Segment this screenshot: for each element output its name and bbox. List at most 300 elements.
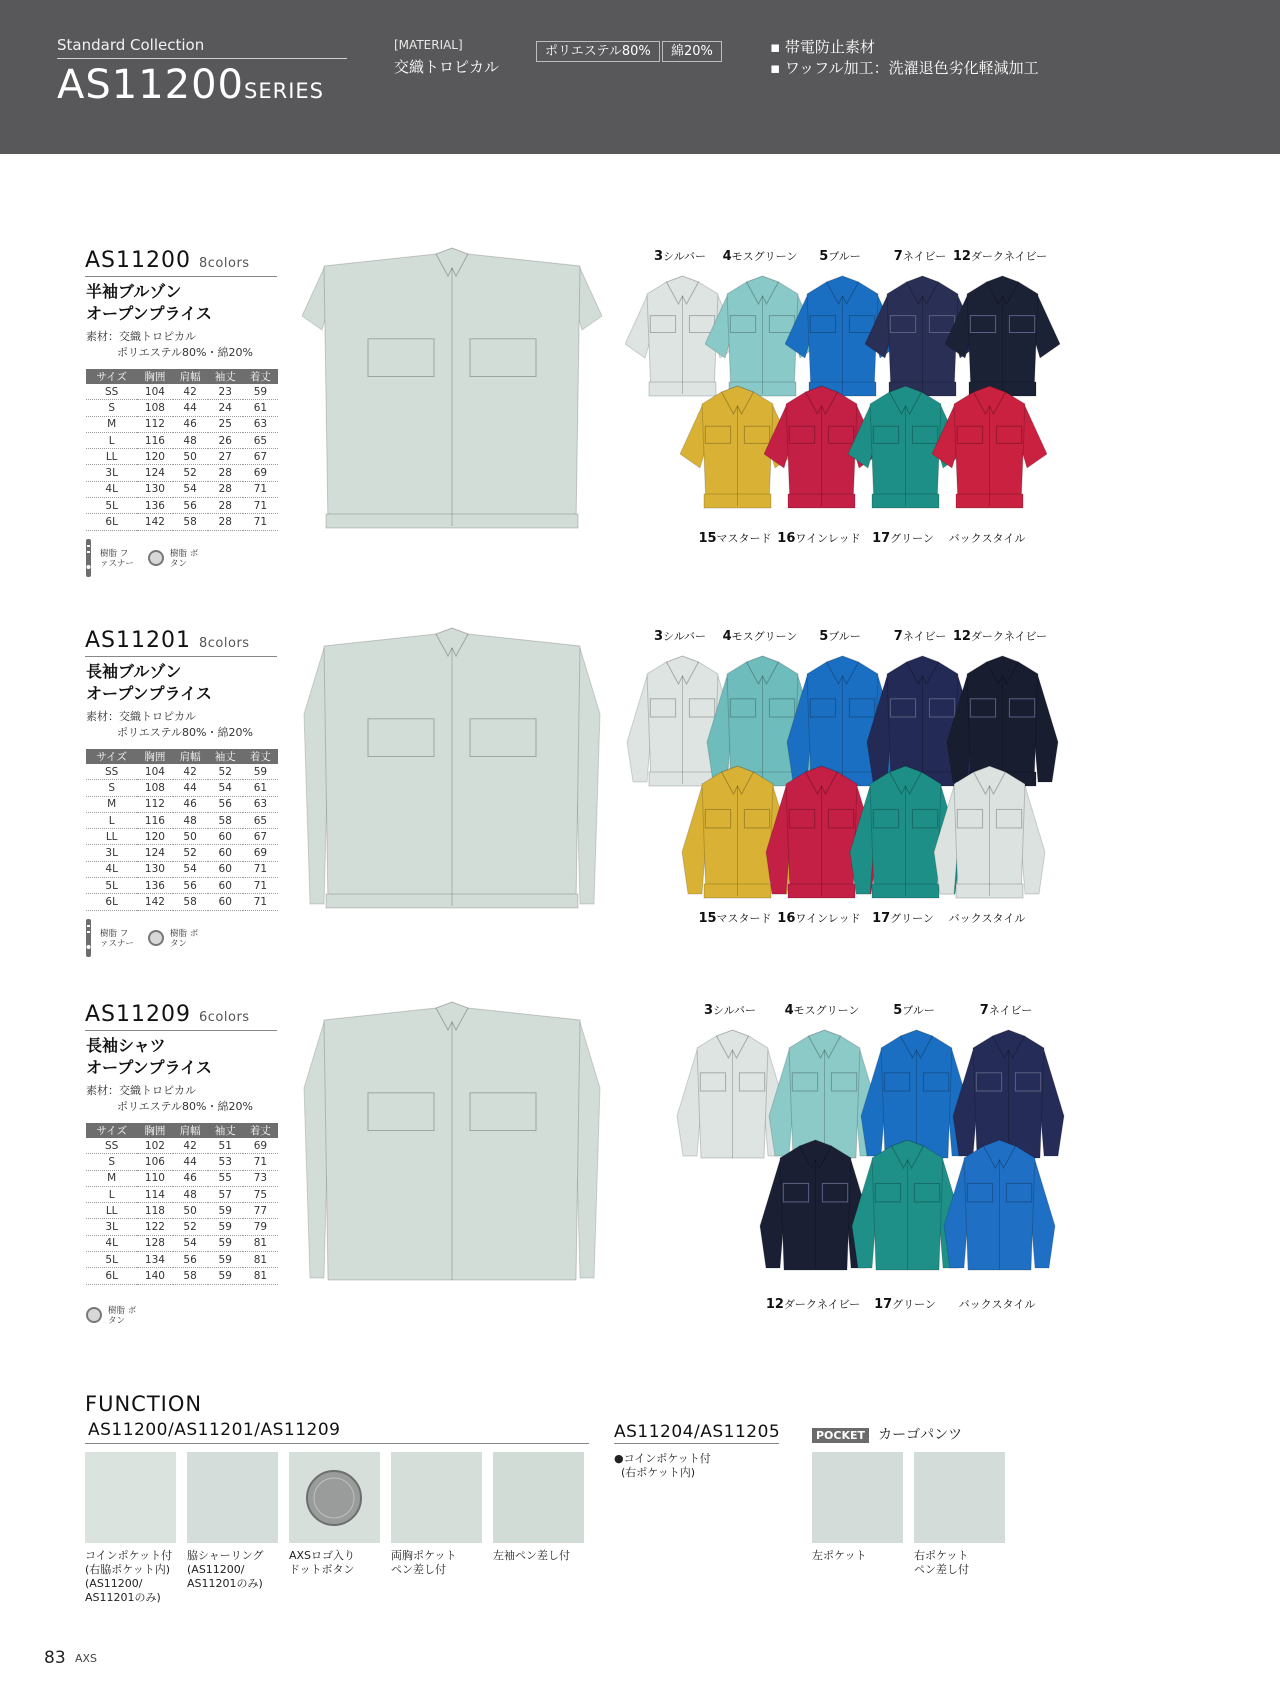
size-table-cell: 130 (137, 861, 172, 877)
table-row (86, 1268, 278, 1284)
size-table-header-cell: 着丈 (243, 749, 278, 764)
resin-button-icon (148, 930, 164, 946)
size-table-cell: 56 (173, 498, 208, 514)
size-table-cell: 122 (137, 1219, 172, 1235)
table-row (86, 764, 278, 780)
size-table-cell: 69 (243, 845, 278, 861)
size-table-cell: LL (86, 1203, 137, 1219)
size-table-cell: 69 (243, 465, 278, 481)
color-name: グリーン (890, 532, 934, 545)
size-table-cell: 58 (173, 1268, 208, 1284)
color-number: 3 (653, 249, 664, 264)
size-table-header-cell: 胸囲 (137, 1123, 172, 1138)
size-table-cell: LL (86, 449, 137, 465)
size-table-cell: 5L (86, 498, 137, 514)
size-table-cell: 59 (208, 1203, 243, 1219)
color-label (654, 628, 706, 644)
color-name: ダークネイビー (970, 630, 1048, 643)
product-title-rule (85, 1030, 277, 1031)
function-caption: 両胸ポケット ペン差し付 (391, 1549, 457, 1576)
size-table-cell: 108 (137, 780, 172, 796)
table-row (86, 796, 278, 812)
size-table-cell: 54 (173, 1235, 208, 1251)
color-number: 4 (722, 629, 732, 644)
color-number: 7 (979, 1003, 989, 1018)
size-table-cell: 48 (173, 812, 208, 828)
size-table-cell: 56 (173, 1252, 208, 1268)
resin-button-icon (148, 550, 164, 566)
size-table-cell: 134 (137, 1252, 172, 1268)
size-table-cell: 81 (243, 1252, 278, 1268)
pants-code: AS11204/AS11205 (614, 1422, 781, 1442)
color-number: 4 (722, 249, 732, 264)
header-rule (57, 58, 347, 59)
resin-fastener-label: 樹脂 ファスナー (100, 549, 134, 569)
size-table-cell: 48 (173, 432, 208, 448)
table-row (86, 416, 278, 432)
main-product-image (302, 246, 602, 540)
size-table-cell: 50 (173, 829, 208, 845)
size-table-cell: SS (86, 1138, 137, 1154)
product-material-ratio: ポリエステル80%・綿20% (117, 1100, 253, 1113)
color-name: ブルー (902, 1004, 935, 1017)
size-table-cell: 54 (173, 481, 208, 497)
size-table-header (86, 1123, 278, 1138)
color-number: 17 (874, 1297, 893, 1312)
material-value: 交織トロピカル (394, 58, 500, 76)
size-table-cell: L (86, 812, 137, 828)
size-table-cell: 60 (208, 861, 243, 877)
main-product-image (302, 626, 602, 920)
resin-fastener-label: 樹脂 ファスナー (100, 929, 134, 949)
size-table-cell: 28 (208, 481, 243, 497)
size-table-cell: 59 (208, 1219, 243, 1235)
color-label (766, 1296, 860, 1312)
resin-fastener-badge (84, 919, 93, 961)
table-row (86, 481, 278, 497)
size-table-header-cell: 袖丈 (208, 1123, 243, 1138)
size-table-cell: S (86, 1154, 137, 1170)
size-table-cell: 3L (86, 845, 137, 861)
size-table-cell: 4L (86, 481, 137, 497)
size-table-cell: 60 (208, 845, 243, 861)
function-subtitle: AS11200/AS11201/AS11209 (88, 1420, 341, 1440)
size-table-cell: SS (86, 764, 137, 780)
size-table-header-cell: 胸囲 (137, 749, 172, 764)
size-table-cell: 46 (173, 796, 208, 812)
function-caption: 左袖ペン差し付 (493, 1549, 570, 1562)
function-caption: AXSロゴ入り ドットボタン (289, 1549, 356, 1576)
size-table-header-cell: 肩幅 (173, 369, 208, 384)
size-table-cell: 28 (208, 465, 243, 481)
product-title (85, 248, 250, 273)
collection-label: Standard Collection (57, 36, 205, 54)
resin-button-label: 樹脂 ボタン (170, 929, 199, 949)
color-name: ブルー (828, 250, 861, 263)
product-name: 長袖ブルゾン (86, 662, 182, 681)
series-suffix: SERIES (244, 79, 324, 103)
size-table-cell: S (86, 780, 137, 796)
size-table-cell: 50 (173, 449, 208, 465)
resin-button-label: 樹脂 ボタン (170, 549, 199, 569)
color-number: 16 (777, 531, 796, 546)
color-number: 5 (819, 249, 829, 264)
size-table-cell: 46 (173, 1170, 208, 1186)
size-table-cell: 58 (173, 894, 208, 910)
color-name: モスグリーン (731, 250, 798, 263)
size-table (86, 1123, 278, 1285)
color-label (777, 910, 860, 926)
table-row (86, 1219, 278, 1235)
color-label (698, 910, 771, 926)
function-thumbnail (391, 1452, 482, 1543)
color-number: 17 (872, 911, 891, 926)
product-code: AS11209 (85, 1002, 191, 1027)
size-table-cell: 60 (208, 829, 243, 845)
product-code: AS11200 (85, 248, 191, 273)
color-label (819, 248, 861, 264)
pocket-heading (812, 1424, 962, 1444)
color-label (698, 530, 771, 546)
size-table-cell: 118 (137, 1203, 172, 1219)
size-table-cell: 55 (208, 1170, 243, 1186)
color-name: グリーン (892, 1298, 936, 1311)
size-table-cell: SS (86, 384, 137, 400)
size-table-cell: 46 (173, 416, 208, 432)
table-row (86, 1154, 278, 1170)
color-label (874, 1296, 936, 1312)
table-row (86, 812, 278, 828)
table-row (86, 384, 278, 400)
function-rule (85, 1443, 589, 1444)
product-material-ratio: ポリエステル80%・綿20% (117, 346, 253, 359)
product-price: オープンプライス (86, 684, 212, 703)
color-name: バックスタイル (948, 912, 1026, 925)
resin-button-icon (86, 1307, 102, 1323)
size-table-cell: 136 (137, 498, 172, 514)
size-table-cell: M (86, 1170, 137, 1186)
size-table-cell: 5L (86, 878, 137, 894)
size-table-header-cell: 肩幅 (173, 1123, 208, 1138)
product-material: 素材：交織トロピカル (86, 330, 196, 343)
size-table-cell: M (86, 416, 137, 432)
size-table-cell: 120 (137, 449, 172, 465)
size-table-cell: 142 (137, 514, 172, 530)
color-number: 3 (703, 1003, 714, 1018)
pants-note: ●コインポケット付 (右ポケット内) (614, 1452, 711, 1479)
size-table-cell: 56 (208, 796, 243, 812)
size-table-cell: 81 (243, 1268, 278, 1284)
color-variant-image (942, 1138, 1057, 1284)
size-table-header-cell: 着丈 (243, 369, 278, 384)
size-table-cell: 58 (173, 514, 208, 530)
size-table-cell: 57 (208, 1186, 243, 1202)
size-table-cell: 112 (137, 796, 172, 812)
table-row (86, 829, 278, 845)
size-table-cell: 142 (137, 894, 172, 910)
zipper-icon (84, 539, 93, 577)
function-thumbnail (85, 1452, 176, 1543)
size-table-cell: 4L (86, 1235, 137, 1251)
size-table-cell: 59 (243, 764, 278, 780)
pocket-caption: 右ポケット ペン差し付 (914, 1549, 969, 1576)
size-table-cell: 4L (86, 861, 137, 877)
size-table-cell: 75 (243, 1186, 278, 1202)
size-table-cell: 71 (243, 481, 278, 497)
size-table-cell: 65 (243, 432, 278, 448)
function-thumbnail (289, 1452, 380, 1543)
size-table-cell: 27 (208, 449, 243, 465)
color-name: シルバー (663, 630, 707, 643)
function-title: FUNCTION (85, 1392, 203, 1416)
size-table-cell: 116 (137, 812, 172, 828)
product-material-ratio: ポリエステル80%・綿20% (117, 726, 253, 739)
color-variant-image (932, 764, 1047, 910)
color-name: シルバー (713, 1004, 757, 1017)
size-table-header-cell: サイズ (86, 1123, 137, 1138)
size-table-cell: 59 (243, 384, 278, 400)
size-table-header (86, 749, 278, 764)
color-name: ダークネイビー (783, 1298, 861, 1311)
size-table-cell: 28 (208, 514, 243, 530)
size-table-cell: 61 (243, 400, 278, 416)
size-table-cell: 102 (137, 1138, 172, 1154)
feature-antistatic: ▪ 帯電防止素材 (770, 38, 875, 56)
size-table-cell: 52 (173, 845, 208, 861)
size-table-cell: 42 (173, 1138, 208, 1154)
material-pill-cotton: 綿20% (662, 41, 722, 62)
table-row (86, 449, 278, 465)
product-name: 半袖ブルゾン (86, 282, 182, 301)
color-label (723, 248, 798, 264)
size-table-cell: 24 (208, 400, 243, 416)
size-table-cell: 58 (208, 812, 243, 828)
size-table-cell: 48 (173, 1186, 208, 1202)
color-label (704, 1002, 756, 1018)
color-number: 17 (872, 531, 891, 546)
table-row (86, 1186, 278, 1202)
axs-button-icon (289, 1452, 380, 1543)
size-table-cell: 59 (208, 1268, 243, 1284)
size-table-cell: 5L (86, 1252, 137, 1268)
page-header (0, 0, 1280, 154)
size-table-cell: 54 (173, 861, 208, 877)
size-table-cell: 44 (173, 1154, 208, 1170)
feature-waffle: ▪ ワッフル加工：洗濯退色劣化軽減加工 (770, 59, 1039, 77)
size-table-cell: 65 (243, 812, 278, 828)
resin-fastener-badge (84, 539, 93, 581)
size-table-cell: 120 (137, 829, 172, 845)
size-table-cell: 79 (243, 1219, 278, 1235)
main-product-image (302, 1000, 602, 1294)
table-row (86, 1138, 278, 1154)
color-label (654, 248, 706, 264)
color-label (949, 910, 1026, 926)
size-table-cell: 61 (243, 780, 278, 796)
size-table-cell: 44 (173, 780, 208, 796)
size-table-cell: 71 (243, 894, 278, 910)
size-table-cell: 124 (137, 845, 172, 861)
function-thumbnail (493, 1452, 584, 1543)
size-table-cell: 128 (137, 1235, 172, 1251)
size-table-cell: 26 (208, 432, 243, 448)
size-table-header-cell: 着丈 (243, 1123, 278, 1138)
color-number: 16 (777, 911, 796, 926)
pocket-thumbnail (812, 1452, 903, 1543)
product-code: AS11201 (85, 628, 191, 653)
color-name: ネイビー (902, 250, 947, 263)
color-label (959, 1296, 1036, 1312)
size-table-header-cell: 胸囲 (137, 369, 172, 384)
size-table-cell: 3L (86, 465, 137, 481)
size-table-cell: 6L (86, 1268, 137, 1284)
table-row (86, 432, 278, 448)
size-table-cell: 71 (243, 861, 278, 877)
pocket-badge: POCKET (812, 1428, 869, 1443)
color-label (819, 628, 861, 644)
color-name: モスグリーン (731, 630, 798, 643)
size-table-cell: 54 (208, 780, 243, 796)
product-colors-count: 8colors (199, 256, 250, 271)
table-row (86, 465, 278, 481)
table-row (86, 845, 278, 861)
table-row (86, 1235, 278, 1251)
color-number: 12 (765, 1297, 784, 1312)
size-table-cell: 67 (243, 449, 278, 465)
function-thumbnail (187, 1452, 278, 1543)
color-number: 15 (698, 531, 717, 546)
size-table-cell: 69 (243, 1138, 278, 1154)
product-title-rule (85, 276, 277, 277)
size-table-cell: 52 (173, 465, 208, 481)
size-table-cell: 77 (243, 1203, 278, 1219)
table-row (86, 861, 278, 877)
product-title (85, 1002, 250, 1027)
color-label (777, 530, 860, 546)
color-label (894, 628, 946, 644)
product-name: 長袖シャツ (86, 1036, 166, 1055)
table-row (86, 498, 278, 514)
product-material: 素材：交織トロピカル (86, 1084, 196, 1097)
size-table-cell: 6L (86, 894, 137, 910)
color-label (872, 910, 934, 926)
color-label (949, 530, 1026, 546)
table-row (86, 894, 278, 910)
size-table-cell: 130 (137, 481, 172, 497)
color-name: ダークネイビー (970, 250, 1048, 263)
color-number: 3 (653, 629, 664, 644)
size-table-header (86, 369, 278, 384)
size-table-cell: 114 (137, 1186, 172, 1202)
color-name: グリーン (890, 912, 934, 925)
color-label (723, 628, 798, 644)
table-row (86, 400, 278, 416)
table-row (86, 780, 278, 796)
material-label: [MATERIAL] (394, 38, 463, 52)
size-table (86, 749, 278, 911)
series-main: AS11200 (57, 62, 244, 108)
color-name: シルバー (663, 250, 707, 263)
size-table-header-cell: 肩幅 (173, 749, 208, 764)
size-table-cell: 67 (243, 829, 278, 845)
size-table-header-cell: サイズ (86, 369, 137, 384)
size-table-cell: 136 (137, 878, 172, 894)
size-table-cell: 59 (208, 1252, 243, 1268)
size-table-cell: 106 (137, 1154, 172, 1170)
footer-brand: AXS (75, 1652, 98, 1665)
color-label (872, 530, 934, 546)
size-table-cell: 63 (243, 796, 278, 812)
size-table-cell: 108 (137, 400, 172, 416)
color-number: 4 (784, 1003, 794, 1018)
table-row (86, 1170, 278, 1186)
pocket-caption: 左ポケット (812, 1549, 867, 1562)
size-table-cell: 73 (243, 1170, 278, 1186)
size-table-cell: 51 (208, 1138, 243, 1154)
size-table-cell: 71 (243, 498, 278, 514)
color-number: 12 (952, 249, 971, 264)
size-table-cell: 23 (208, 384, 243, 400)
color-label (953, 628, 1047, 644)
page-number: 83 (44, 1648, 66, 1668)
table-row (86, 514, 278, 530)
size-table-cell: 112 (137, 416, 172, 432)
color-number: 7 (893, 629, 903, 644)
size-table-cell: 42 (173, 764, 208, 780)
color-label (893, 1002, 935, 1018)
pocket-title: カーゴパンツ (878, 1427, 963, 1443)
color-number: 7 (893, 249, 903, 264)
size-table-cell: 71 (243, 1154, 278, 1170)
function-caption: 脇シャーリング (AS11200/ AS11201のみ) (187, 1549, 264, 1590)
size-table-cell: 28 (208, 498, 243, 514)
size-table-cell: LL (86, 829, 137, 845)
product-title-rule (85, 656, 277, 657)
size-table-cell: 56 (173, 878, 208, 894)
size-table-cell: L (86, 1186, 137, 1202)
size-table-cell: 52 (173, 1219, 208, 1235)
color-label (953, 248, 1047, 264)
size-table-cell: 71 (243, 514, 278, 530)
color-name: ワインレッド (795, 912, 861, 925)
size-table-cell: 59 (208, 1235, 243, 1251)
function-caption: コインポケット付 (右脇ポケット内) (AS11200/ AS11201のみ) (85, 1549, 173, 1604)
size-table-cell: 110 (137, 1170, 172, 1186)
size-table-header-cell: 袖丈 (208, 369, 243, 384)
size-table-cell: 44 (173, 400, 208, 416)
color-name: マスタード (716, 532, 772, 545)
color-label (980, 1002, 1032, 1018)
color-name: バックスタイル (958, 1298, 1036, 1311)
size-table-cell: 50 (173, 1203, 208, 1219)
size-table-cell: 81 (243, 1235, 278, 1251)
color-name: ブルー (828, 630, 861, 643)
product-colors-count: 8colors (199, 636, 250, 651)
size-table-cell: M (86, 796, 137, 812)
size-table-cell: 60 (208, 894, 243, 910)
color-number: 15 (698, 911, 717, 926)
resin-button-label: 樹脂 ボタン (108, 1306, 137, 1326)
product-price: オープンプライス (86, 304, 212, 323)
color-number: 5 (819, 629, 829, 644)
size-table-cell: L (86, 432, 137, 448)
size-table-cell: 116 (137, 432, 172, 448)
pocket-thumbnail (914, 1452, 1005, 1543)
color-number: 5 (893, 1003, 903, 1018)
table-row (86, 1252, 278, 1268)
table-row (86, 1203, 278, 1219)
color-name: ワインレッド (795, 532, 861, 545)
